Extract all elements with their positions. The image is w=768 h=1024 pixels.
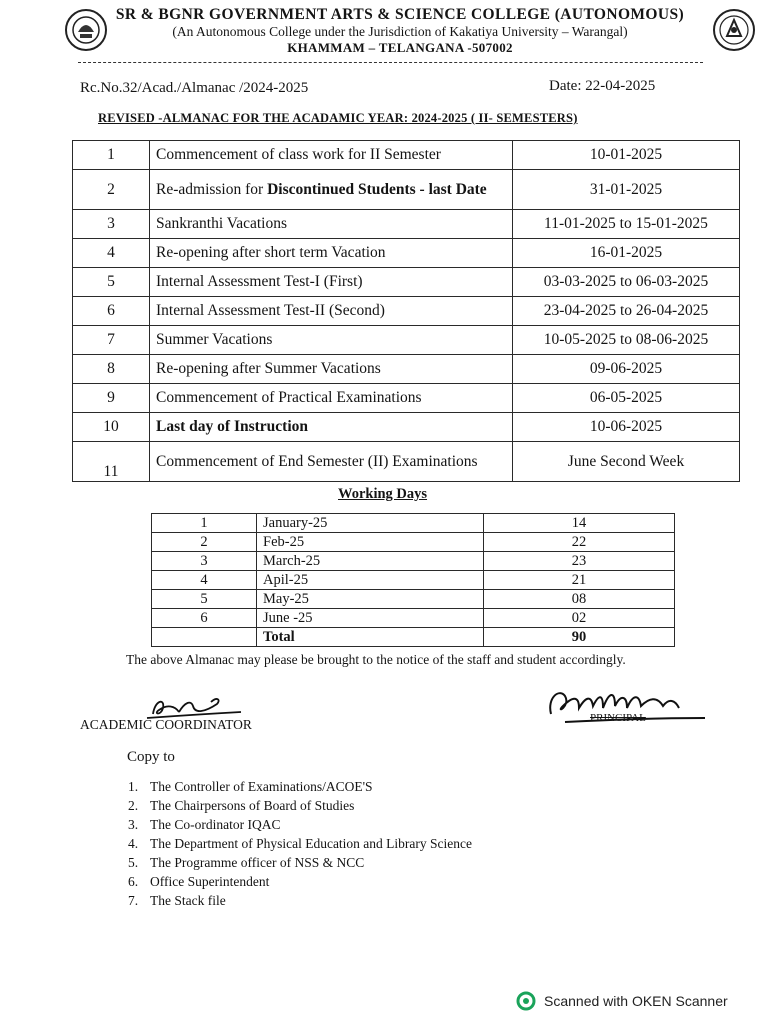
table-row <box>152 514 675 533</box>
working-days-title: Working Days <box>338 486 428 502</box>
table-row <box>73 384 740 413</box>
event-date: 10-01-2025 <box>513 141 740 170</box>
table-row <box>73 413 740 442</box>
row-number-empty <box>152 628 257 647</box>
college-location: KHAMMAM – TELANGANA -507002 <box>287 40 513 55</box>
event-name: Commencement of class work for II Semester <box>150 141 513 170</box>
row-number: 6 <box>152 609 257 628</box>
table-row-total <box>152 628 675 647</box>
month: Apil-25 <box>257 571 484 590</box>
event-name: Summer Vacations <box>150 326 513 355</box>
event-name: Internal Assessment Test-II (Second) <box>150 297 513 326</box>
list-item: 3. The Co-ordinator IQAC <box>128 817 281 832</box>
row-number: 5 <box>73 268 150 297</box>
event-date: 16-01-2025 <box>513 239 740 268</box>
document-title: REVISED -ALMANAC FOR THE ACADAMIC YEAR: 2024-2025 ( II- SEMESTERS) <box>98 111 578 125</box>
list-item-text: The Co-ordinator IQAC <box>150 817 281 832</box>
row-number: 4 <box>73 239 150 268</box>
list-item-text: The Controller of Examinations/ACOE'S <box>150 779 373 794</box>
list-item-text: The Programme officer of NSS & NCC <box>150 855 365 870</box>
event-date: 23-04-2025 to 26-04-2025 <box>513 297 740 326</box>
event-date: 09-06-2025 <box>513 355 740 384</box>
working-days-table <box>151 513 675 647</box>
event-name: Internal Assessment Test-I (First) <box>150 268 513 297</box>
event-date: 11-01-2025 to 15-01-2025 <box>513 210 740 239</box>
day-count: 14 <box>484 514 675 533</box>
event-date: June Second Week <box>513 442 740 482</box>
table-row <box>73 297 740 326</box>
university-emblem-right-icon <box>712 8 756 52</box>
list-item: 1. The Controller of Examinations/ACOE'S <box>128 779 373 794</box>
event-name <box>150 170 513 210</box>
list-item: 7. The Stack file <box>128 893 226 908</box>
table-row <box>152 552 675 571</box>
row-number: 11 <box>73 442 150 482</box>
notice-text: The above Almanac may please be brought to the notice of the staff and student accordingly. <box>126 652 626 667</box>
table-row <box>73 210 740 239</box>
row-number: 5 <box>152 590 257 609</box>
table-row <box>73 442 740 482</box>
document-date: Date: 22-04-2025 <box>549 78 656 94</box>
table-row <box>73 170 740 210</box>
total-label: Total <box>257 628 484 647</box>
list-item: 6. Office Superintendent <box>128 874 270 889</box>
total-value: 90 <box>484 628 675 647</box>
scanner-logo-icon <box>516 991 536 1011</box>
college-name: SR & BGNR GOVERNMENT ARTS & SCIENCE COLLEGE (AUTONOMOUS) <box>115 6 685 23</box>
scanner-label: Scanned with OKEN Scanner <box>544 993 728 1009</box>
copy-to-heading: Copy to <box>127 749 175 765</box>
header-divider <box>78 62 703 63</box>
table-row <box>152 609 675 628</box>
list-item-text: Office Superintendent <box>150 874 270 889</box>
event-name: Commencement of Practical Examinations <box>150 384 513 413</box>
academic-coordinator-title: ACADEMIC COORDINATOR <box>80 717 252 732</box>
row-number: 9 <box>73 384 150 413</box>
row-number: 1 <box>152 514 257 533</box>
event-name-prefix: Re-admission for <box>156 180 268 198</box>
event-name: Last day of Instruction <box>150 413 513 442</box>
row-number: 2 <box>152 533 257 552</box>
event-date: 06-05-2025 <box>513 384 740 413</box>
event-name: Re-opening after short term Vacation <box>150 239 513 268</box>
table-row <box>73 326 740 355</box>
row-number: 2 <box>73 170 150 210</box>
table-row <box>152 590 675 609</box>
event-date: 03-03-2025 to 06-03-2025 <box>513 268 740 297</box>
list-item-text: The Department of Physical Education and Library Science <box>150 836 473 851</box>
table-row <box>73 268 740 297</box>
table-row <box>73 141 740 170</box>
row-number: 7 <box>73 326 150 355</box>
day-count: 23 <box>484 552 675 571</box>
scanner-watermark <box>516 991 728 1011</box>
row-number: 4 <box>152 571 257 590</box>
row-number: 3 <box>73 210 150 239</box>
day-count: 21 <box>484 571 675 590</box>
row-number: 1 <box>73 141 150 170</box>
row-number: 10 <box>73 413 150 442</box>
almanac-table <box>72 140 740 482</box>
copy-to-list <box>128 779 472 912</box>
row-number: 8 <box>73 355 150 384</box>
table-row <box>152 571 675 590</box>
day-count: 08 <box>484 590 675 609</box>
list-item: 4. The Department of Physical Education and Library Science <box>128 836 473 851</box>
day-count: 02 <box>484 609 675 628</box>
row-number: 6 <box>73 297 150 326</box>
event-name: Re-opening after Summer Vacations <box>150 355 513 384</box>
principal-title: PRINCIPAL <box>590 712 646 724</box>
event-name-bold: Discontinued Students - last Date <box>267 180 487 198</box>
list-item: 5. The Programme officer of NSS & NCC <box>128 855 365 870</box>
month: May-25 <box>257 590 484 609</box>
row-number: 3 <box>152 552 257 571</box>
day-count: 22 <box>484 533 675 552</box>
month: Feb-25 <box>257 533 484 552</box>
table-row <box>73 355 740 384</box>
list-item: 2. The Chairpersons of Board of Studies <box>128 798 355 813</box>
reference-number: Rc.No.32/Acad./Almanac /2024-2025 <box>80 80 309 96</box>
event-date: 10-06-2025 <box>513 413 740 442</box>
table-row <box>73 239 740 268</box>
table-row <box>152 533 675 552</box>
month: March-25 <box>257 552 484 571</box>
month: January-25 <box>257 514 484 533</box>
event-name: Sankranthi Vacations <box>150 210 513 239</box>
event-date: 10-05-2025 to 08-06-2025 <box>513 326 740 355</box>
list-item-text: The Stack file <box>150 893 226 908</box>
list-item-text: The Chairpersons of Board of Studies <box>150 798 355 813</box>
event-date: 31-01-2025 <box>513 170 740 210</box>
event-name: Commencement of End Semester (II) Examinations <box>150 442 513 482</box>
month: June -25 <box>257 609 484 628</box>
principal-signature <box>545 684 715 732</box>
college-affiliation: (An Autonomous College under the Jurisdiction of Kakatiya University – Warangal) <box>172 24 628 39</box>
